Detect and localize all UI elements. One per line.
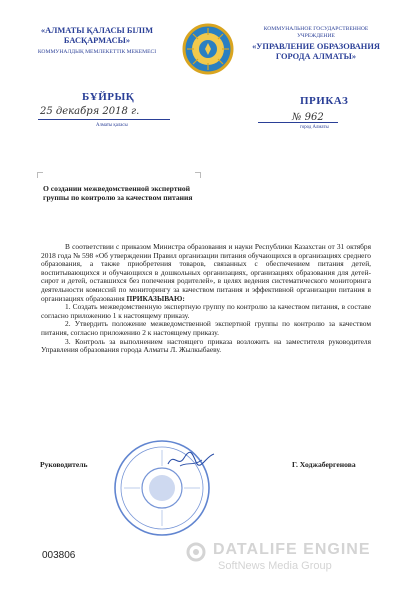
header-right [246, 26, 386, 62]
body-directive: ПРИКАЗЫВАЮ: [126, 293, 185, 303]
body-item-1: 1. Создать межведомственную экспертную группу по контролю за качеством питания, в составе согласно приложению 1 к настоящему приказу. [41, 302, 371, 320]
datalife-logo-icon [186, 542, 206, 562]
signature-title: Руководитель [40, 460, 88, 469]
header-left-org: «АЛМАТЫ ҚАЛАСЫ БІЛІМ БАСҚАРМАСЫ» [40, 26, 154, 45]
order-title-ru: ПРИКАЗ [300, 95, 349, 107]
order-title-kz: БҰЙРЫҚ [82, 91, 135, 103]
watermark-title: DATALIFE ENGINE [213, 541, 371, 558]
document-serial-number: 003806 [42, 550, 76, 561]
body-preamble: В соответствии с приказом Министра образования и науки Республики Казахстан от 31 октября 2018 года № 598 «Об утверждении Правил организации питания обучающихся в организациях среднего образования, а также приобретения товаров, связанных с обеспечением питания детей, воспитывающихся и обучающихся в дошкольных организациях, организациях образования для детей-сирот и детей, оставшихся без попечения родителей», в целях ведения систематического мониторинга деятельности комиссий по мониторингу за качеством питания и эффективной организации питания в организациях образования ПРИКАЗЫВАЮ: [41, 242, 371, 303]
handwritten-signature [166, 448, 216, 470]
place-kz: Алматы қаласы [96, 123, 128, 128]
order-body [41, 243, 371, 355]
number-underline [258, 122, 338, 123]
header-left [22, 26, 172, 56]
watermark-subtitle: SoftNews Media Group [218, 560, 332, 572]
header-right-sub: КОММУНАЛЬНОЕ ГОСУДАРСТВЕННОЕ УЧРЕЖДЕНИЕ [263, 26, 369, 39]
date-underline [38, 119, 170, 120]
handwritten-number: № 962 [292, 112, 324, 123]
header-right-org: «УПРАВЛЕНИЕ ОБРАЗОВАНИЯ ГОРОДА АЛМАТЫ» [252, 42, 380, 61]
state-emblem-icon [182, 23, 234, 75]
header-left-sub: КОММУНАЛДЫҚ МЕМЛЕКЕТТІК МЕКЕМЕСІ [37, 49, 157, 55]
body-item-3: 3. Контроль за выполнением настоящего приказа возложить на заместителя руководителя Управления образования города Алматы Л. Жылкыбаеву. [41, 336, 371, 355]
place-ru: город Алматы [300, 125, 329, 130]
handwritten-date: 25 декабря 2018 г. [40, 106, 140, 117]
body-item-2: 2. Утвердить положение межведомственной экспертной группы по контролю за качеством питания, согласно приложению 2 к настоящему приказу. [41, 319, 371, 337]
subject-corner-right [195, 172, 201, 178]
signature-name: Г. Ходжабергенова [292, 460, 356, 469]
order-subject: О создании межведомственной экспертной группы по контролю за качеством питания [43, 184, 193, 203]
subject-corner-left [37, 172, 43, 178]
